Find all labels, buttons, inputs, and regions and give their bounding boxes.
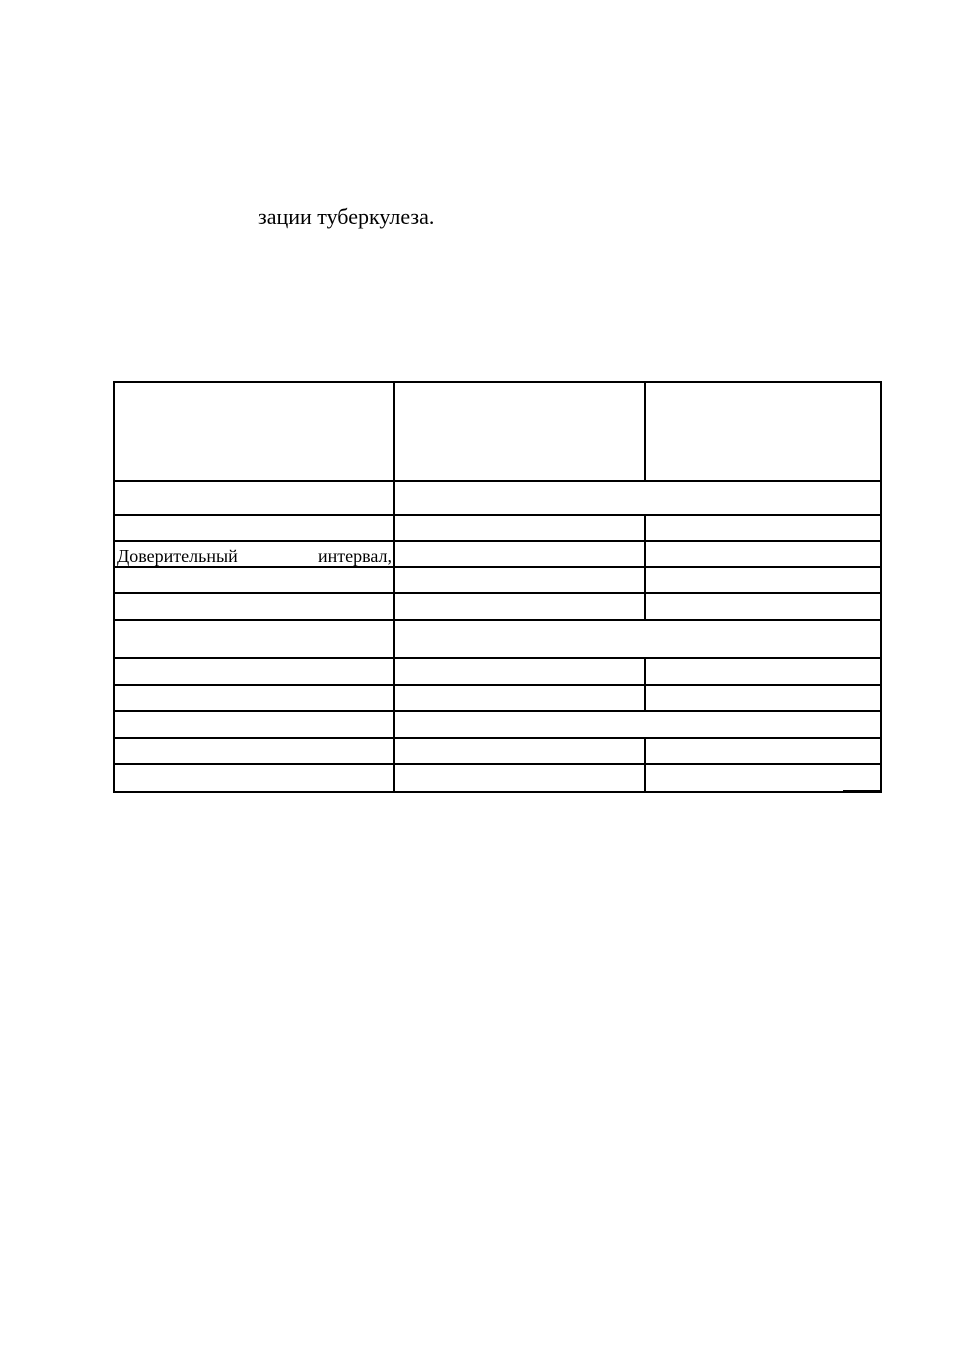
table-cell [645, 541, 881, 567]
table-cell [394, 685, 645, 711]
table-section-row [114, 620, 881, 658]
confidence-interval-word-1: Доверительный [117, 546, 238, 566]
table-row [114, 541, 881, 567]
table-cell [114, 738, 394, 764]
section-merged-cell [394, 620, 881, 658]
table-cell [114, 764, 394, 792]
table-cell [645, 685, 881, 711]
confidence-interval-word-2: интервал, [317, 546, 392, 566]
table-cell [645, 738, 881, 764]
table-row [114, 515, 881, 541]
table-section-row [114, 481, 881, 515]
table-section-row [114, 711, 881, 738]
table-cell [114, 711, 394, 738]
table-cell [645, 515, 881, 541]
table-cell [394, 658, 645, 685]
header-cell-3 [645, 382, 881, 481]
header-cell-2 [394, 382, 645, 481]
table-cell [114, 481, 394, 515]
table-cell [114, 515, 394, 541]
table-cell [394, 738, 645, 764]
table-row [114, 738, 881, 764]
table-cell [114, 685, 394, 711]
table-cell [114, 620, 394, 658]
table-row [114, 685, 881, 711]
table-cell [645, 593, 881, 620]
table-cell [645, 567, 881, 593]
table-row [114, 764, 881, 792]
section-merged-cell [394, 711, 881, 738]
table-cell [114, 593, 394, 620]
table-cell [394, 764, 645, 792]
header-cell-1 [114, 382, 394, 481]
table-cell [394, 541, 645, 567]
table-row [114, 567, 881, 593]
table-row [114, 593, 881, 620]
table-stub-line [843, 790, 881, 792]
table-cell [114, 658, 394, 685]
table-cell [645, 764, 881, 792]
table-header-row [114, 382, 881, 481]
table-cell [394, 567, 645, 593]
table-cell [394, 515, 645, 541]
table-cell [394, 593, 645, 620]
section-merged-cell [394, 481, 881, 515]
table-cell [645, 658, 881, 685]
confidence-interval-label-cell [114, 541, 394, 567]
table-cell [114, 567, 394, 593]
heading-fragment: зации туберкулеза. [258, 204, 435, 229]
table-row [114, 658, 881, 685]
results-table [113, 381, 882, 793]
